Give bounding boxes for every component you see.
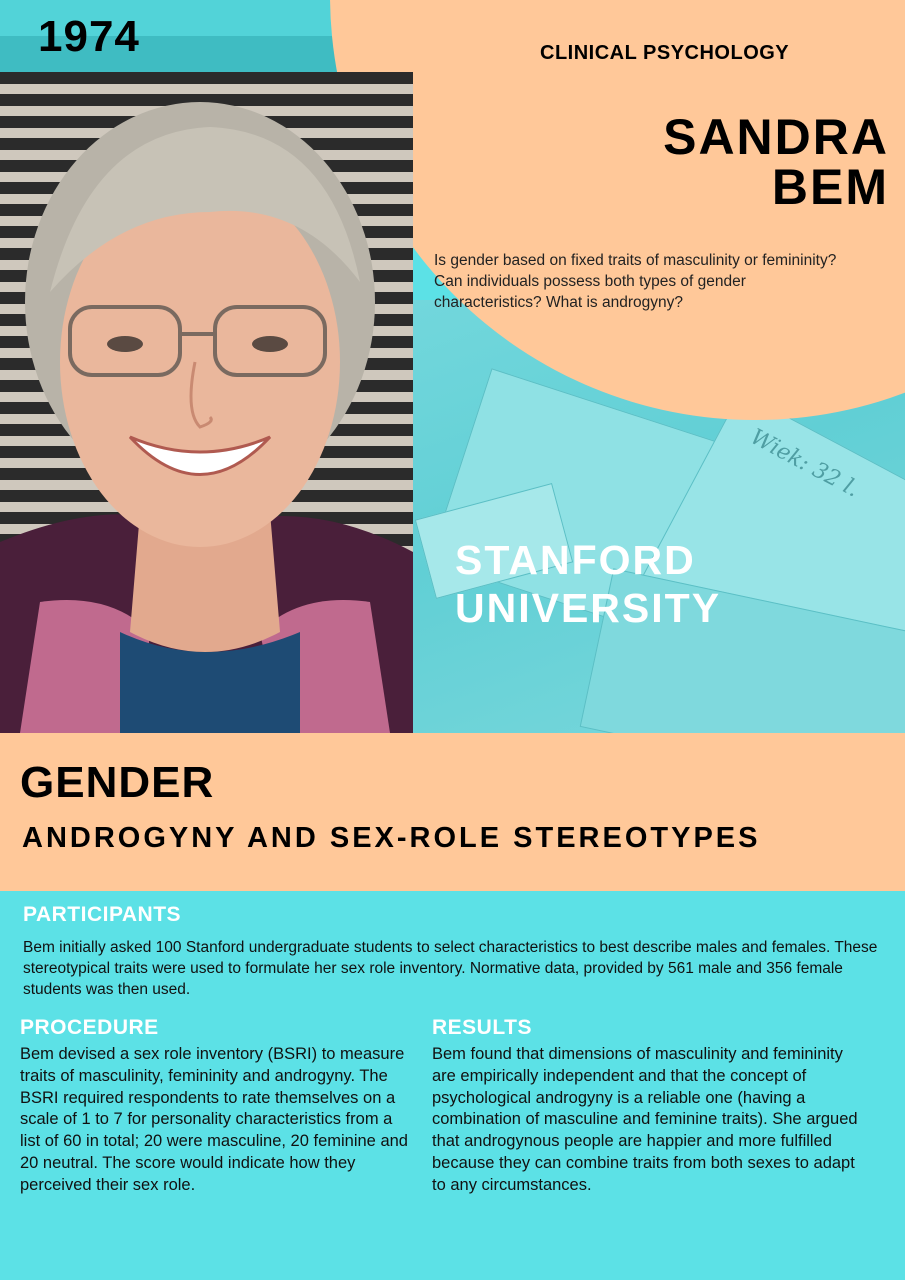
title-band bbox=[0, 733, 905, 891]
participants-heading: PARTICIPANTS bbox=[23, 903, 182, 926]
results-heading: RESULTS bbox=[432, 1016, 532, 1039]
year: 1974 bbox=[38, 12, 140, 61]
intro-question: Is gender based on fixed traits of masculinity or femininity? Can individuals possess both types of gender characteristics? What is androgyny? bbox=[434, 252, 837, 311]
institution bbox=[455, 536, 721, 632]
portrait-illustration bbox=[0, 72, 413, 733]
portrait-photo bbox=[0, 72, 413, 733]
name-last: BEM bbox=[771, 159, 889, 215]
procedure-heading: PROCEDURE bbox=[20, 1016, 159, 1039]
institution-line1: STANFORD bbox=[455, 537, 696, 583]
topic-title: GENDER bbox=[20, 758, 215, 807]
institution-line2: UNIVERSITY bbox=[455, 585, 722, 631]
participants-text: Bem initially asked 100 Stanford undergraduate students to select characteristics to best describe males and females. These stereotypical traits were used to formulate her sex role inventory. Normative data, provided by 561 male and 356 female students was then used. bbox=[23, 939, 878, 998]
procedure-text: Bem devised a sex role inventory (BSRI) to measure traits of masculinity, femininity and androgyny. The BSRI required respondents to rate themselves on a scale of 1 to 7 for personality characteristics from a list of 60 in total; 20 were masculine, 20 feminine and 20 neutral. The score would indicate how they perceived their sex role. bbox=[20, 1045, 408, 1194]
topic-subtitle: ANDROGYNY AND SEX-ROLE STEREOTYPES bbox=[22, 822, 761, 854]
researcher-name bbox=[663, 109, 889, 215]
results-text: Bem found that dimensions of masculinity and femininity are empirically independent and that the concept of psychological androgyny is a reliable one (having a combination of masculine and feminine traits). She argued that androgynous people are happier and more fulfilled because they can combine traits from both sexes to adapt to any circumstances. bbox=[432, 1045, 858, 1194]
name-first: SANDRA bbox=[663, 109, 889, 165]
document-handwriting: Wiek: 32 l. bbox=[746, 424, 864, 503]
category-label: CLINICAL PSYCHOLOGY bbox=[540, 42, 790, 64]
